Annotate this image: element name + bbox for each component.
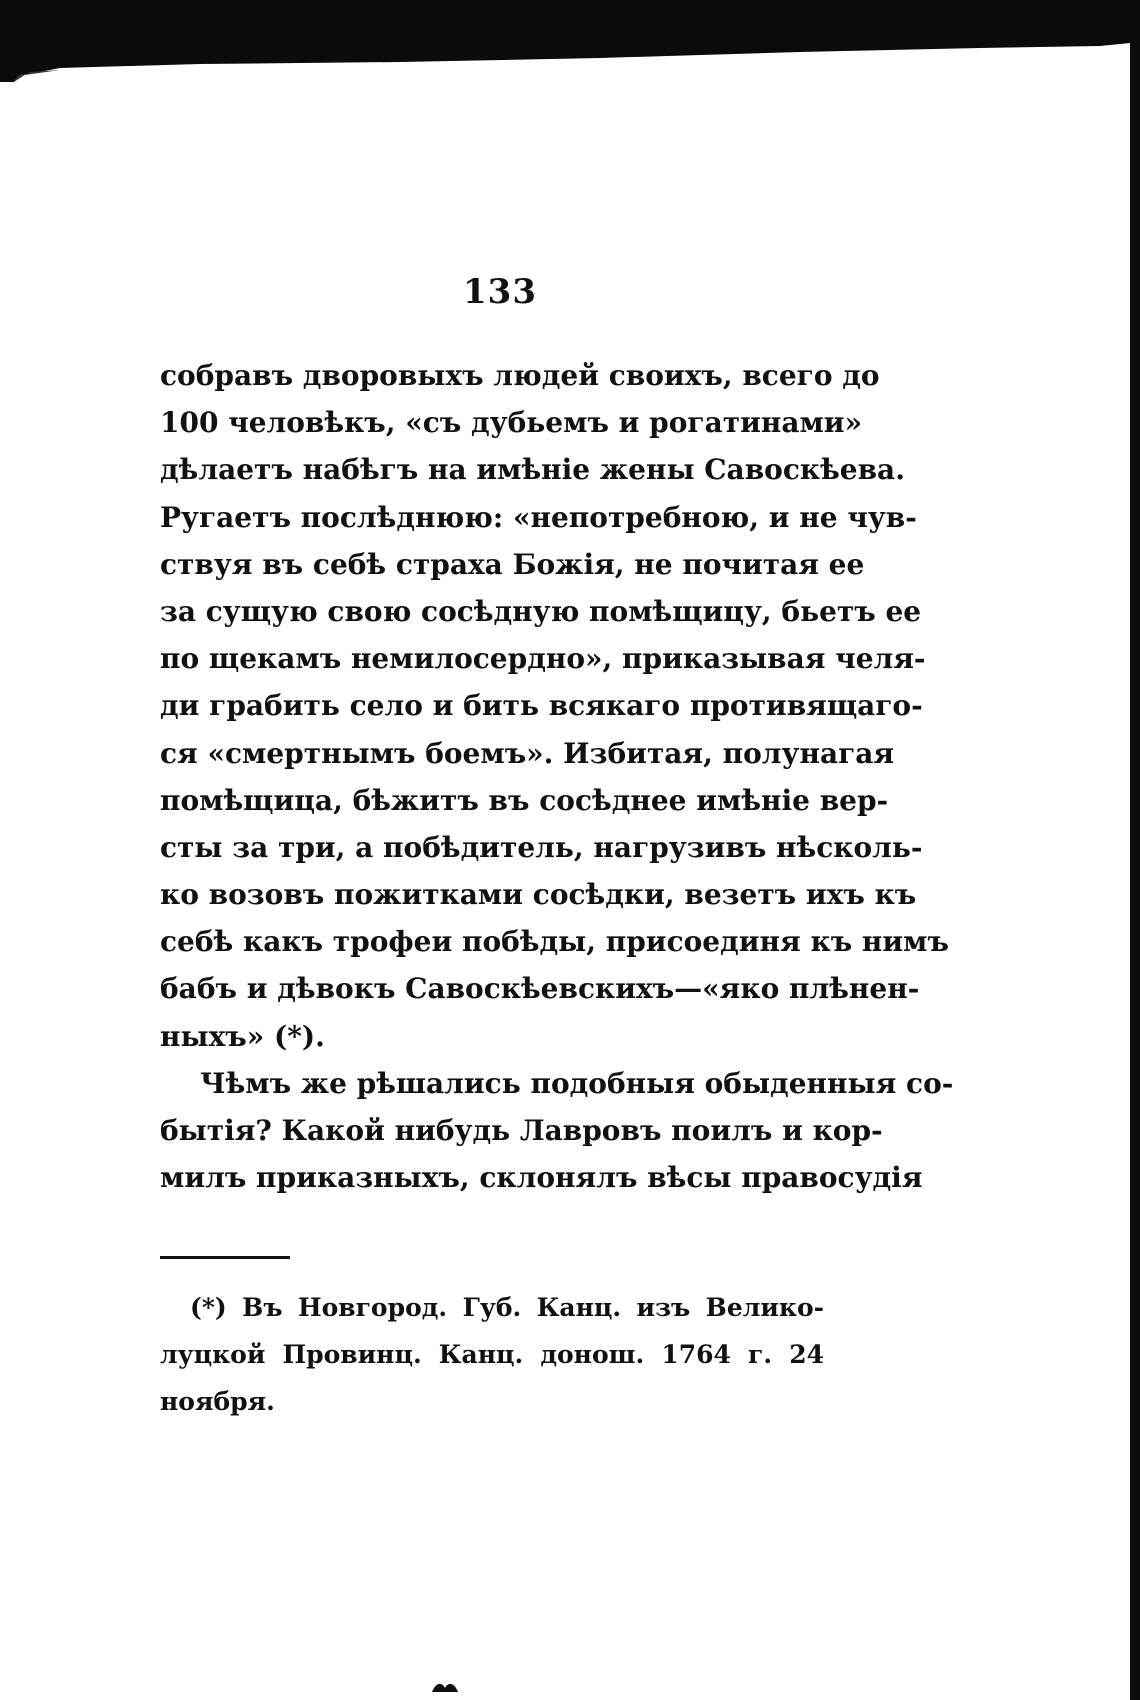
text-line: себѣ какъ трофеи побѣды, присоединя къ нимъ — [160, 925, 949, 959]
text-line: 100 человѣкъ, «съ дубьемъ и рогатинами» — [160, 406, 863, 440]
text-line: ди грабить село и бить всякаго противящаго- — [160, 689, 923, 723]
footnote — [160, 1284, 824, 1425]
main-text — [160, 352, 954, 1201]
text-line: бытія? Какой нибудь Лавровъ поилъ и кор- — [160, 1114, 883, 1147]
text-line: дѣлаетъ набѣгъ на имѣніе жены Савоскѣева. — [160, 453, 905, 487]
footnote-line: ноября. — [160, 1387, 275, 1416]
text-line: помѣщица, бѣжитъ въ сосѣднее имѣніе вер- — [160, 783, 889, 817]
footnote-divider — [160, 1256, 290, 1259]
text-line: бабъ и дѣвокъ Савоскѣевскихъ—«яко плѣнен- — [160, 972, 920, 1006]
text-line: по щекамъ немилосердно», приказывая челя- — [160, 642, 926, 676]
footnote-line: (*) Въ Новгород. Губ. Канц. изъ Велико- — [190, 1293, 824, 1322]
footnote-line: луцкой Провинц. Канц. донош. 1764 г. 24 — [160, 1340, 824, 1369]
text-line: ся «смертнымъ боемъ». Избитая, полунагая — [160, 736, 895, 770]
text-line: ствуя въ себѣ страха Божія, не почитая ее — [160, 547, 865, 581]
page-number: 133 — [463, 272, 537, 312]
text-line: за сущую свою сосѣдную помѣщицу, бьетъ ее — [160, 594, 922, 628]
text-line: милъ приказныхъ, склонялъ вѣсы правосудія — [160, 1161, 923, 1195]
text-line: Ругаетъ послѣднюю: «непотребною, и не чув- — [160, 500, 917, 534]
text-line: ныхъ» (*). — [160, 1019, 325, 1053]
text-line: ко возовъ пожитками сосѣдки, везетъ ихъ къ — [160, 878, 917, 912]
ornament-icon — [430, 1678, 460, 1694]
text-line: сты за три, а побѣдитель, нагрузивъ нѣсколь- — [160, 830, 923, 864]
text-line: Чѣмъ же рѣшались подобныя обыденныя со- — [200, 1066, 954, 1100]
text-line: собравъ дворовыхъ людей своихъ, всего до — [160, 359, 880, 392]
